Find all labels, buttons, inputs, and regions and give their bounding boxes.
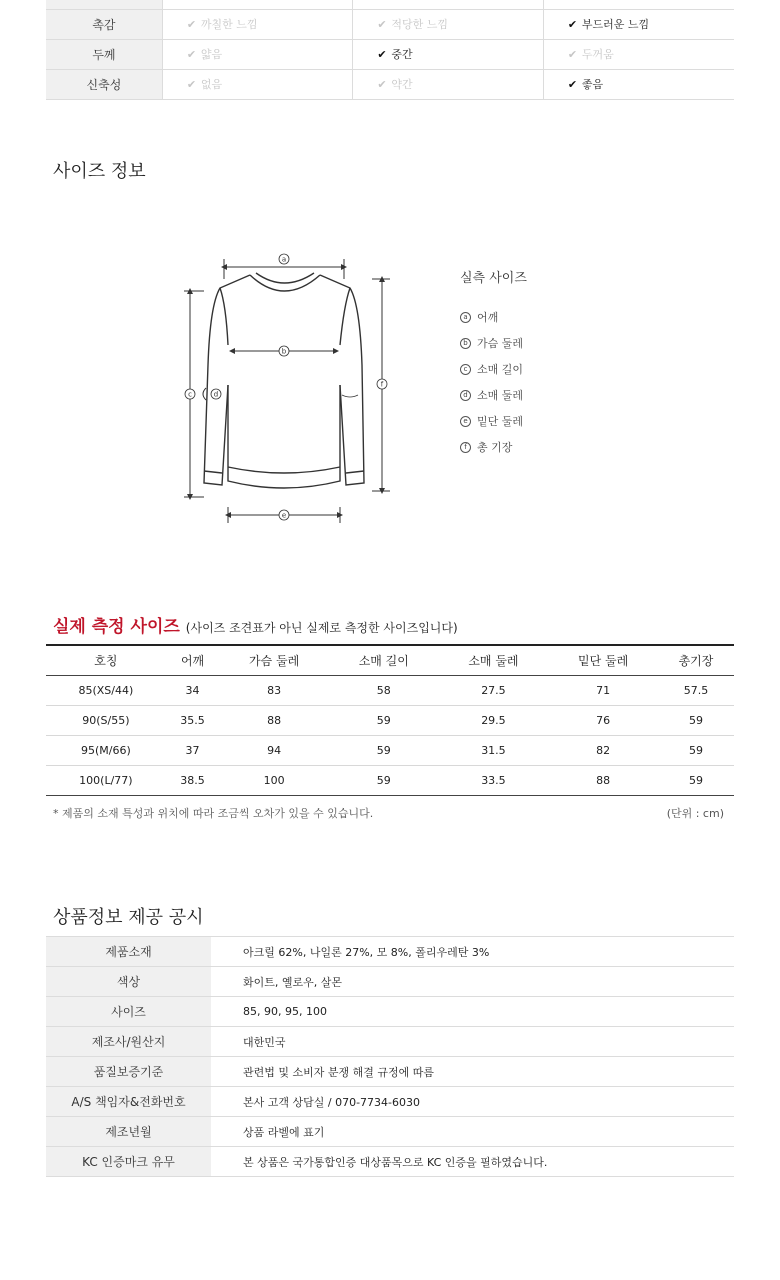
table-row xyxy=(46,675,734,705)
attribute-label: 신축성 xyxy=(46,69,162,99)
check-icon: ✔ xyxy=(567,18,578,31)
table-cell: 35.5 xyxy=(166,705,220,735)
measurement-note: * 제품의 소재 특성과 위치에 따라 조금씩 오차가 있을 수 있습니다. xyxy=(53,807,374,820)
marker-icon: d xyxy=(460,390,471,401)
column-header: 호칭 xyxy=(46,645,166,675)
info-key: 제품소재 xyxy=(46,937,211,967)
marker-icon: b xyxy=(460,338,471,349)
fabric-attribute-table xyxy=(46,0,734,100)
table-cell: 76 xyxy=(548,705,658,735)
table-cell: 85(XS/44) xyxy=(46,675,166,705)
legend-label: 총 기장 xyxy=(477,441,513,454)
table-row xyxy=(46,735,734,765)
legend-label: 어깨 xyxy=(477,311,499,324)
info-value: 상품 라벨에 표기 xyxy=(211,1117,734,1147)
legend-label: 소매 둘레 xyxy=(477,389,524,402)
check-icon: ✔ xyxy=(186,78,197,91)
attribute-option xyxy=(162,9,353,39)
info-row xyxy=(46,1147,734,1177)
table-header-row xyxy=(46,645,734,675)
info-value: 관련법 및 소비자 분쟁 해결 규정에 따름 xyxy=(211,1057,734,1087)
info-row xyxy=(46,1117,734,1147)
column-header: 소매 둘레 xyxy=(439,645,549,675)
attribute-row-stretch xyxy=(46,69,734,99)
legend-item-sleeve-width xyxy=(460,382,527,408)
info-key: A/S 책임자&전화번호 xyxy=(46,1087,211,1117)
option-text: 부드러운 느낌 xyxy=(581,18,650,31)
table-cell: 58 xyxy=(329,675,439,705)
table-cell: 29.5 xyxy=(439,705,549,735)
check-icon: ✔ xyxy=(186,18,197,31)
attribute-label xyxy=(46,0,162,9)
size-legend xyxy=(460,267,527,460)
marker-icon: f xyxy=(460,442,471,453)
table-cell: 59 xyxy=(329,765,439,795)
attribute-option-selected xyxy=(543,69,734,99)
info-value: 85, 90, 95, 100 xyxy=(211,997,734,1027)
table-cell: 100 xyxy=(219,765,329,795)
marker-a: a xyxy=(281,255,287,264)
legend-item-chest xyxy=(460,330,527,356)
info-value: 아크릴 62%, 나일론 27%, 모 8%, 폴리우레탄 3% xyxy=(211,937,734,967)
table-cell: 82 xyxy=(548,735,658,765)
attribute-row xyxy=(46,0,734,9)
legend-item-shoulder xyxy=(460,304,527,330)
option-text: 얇음 xyxy=(200,48,223,61)
table-row xyxy=(46,705,734,735)
info-key: KC 인증마크 유무 xyxy=(46,1147,211,1177)
legend-item-total-length xyxy=(460,434,527,460)
check-icon: ✔ xyxy=(186,48,197,61)
table-cell: 90(S/55) xyxy=(46,705,166,735)
option-text: 두꺼움 xyxy=(581,48,614,61)
info-key: 품질보증기준 xyxy=(46,1057,211,1087)
marker-f: f xyxy=(380,380,384,389)
check-icon: ✔ xyxy=(567,48,578,61)
measured-size-title: 실제 측정 사이즈 xyxy=(53,617,180,637)
table-cell: 57.5 xyxy=(658,675,734,705)
table-cell: 59 xyxy=(329,735,439,765)
info-key: 사이즈 xyxy=(46,997,211,1027)
attribute-option xyxy=(353,0,544,9)
attribute-option-selected xyxy=(543,9,734,39)
table-cell: 71 xyxy=(548,675,658,705)
column-header: 밑단 둘레 xyxy=(548,645,658,675)
table-cell: 59 xyxy=(658,765,734,795)
attribute-option xyxy=(353,69,544,99)
option-text: 적당한 느낌 xyxy=(391,18,449,31)
legend-title: 실측 사이즈 xyxy=(460,271,527,286)
table-cell: 100(L/77) xyxy=(46,765,166,795)
option-text: 까칠한 느낌 xyxy=(200,18,258,31)
table-cell: 95(M/66) xyxy=(46,735,166,765)
table-row xyxy=(46,765,734,795)
legend-item-hem xyxy=(460,408,527,434)
option-text: 좋음 xyxy=(581,78,604,91)
check-icon: ✔ xyxy=(377,78,387,91)
info-row xyxy=(46,967,734,997)
info-row xyxy=(46,937,734,967)
info-key: 제조년월 xyxy=(46,1117,211,1147)
attribute-option xyxy=(162,39,353,69)
table-cell: 31.5 xyxy=(439,735,549,765)
attribute-option xyxy=(543,0,734,9)
option-text: 약간 xyxy=(391,78,413,91)
marker-icon: c xyxy=(460,364,471,375)
check-icon: ✔ xyxy=(567,78,578,91)
info-key: 색상 xyxy=(46,967,211,997)
column-header: 가슴 둘레 xyxy=(219,645,329,675)
table-cell: 37 xyxy=(166,735,220,765)
check-icon: ✔ xyxy=(377,48,387,61)
column-header: 총기장 xyxy=(658,645,734,675)
info-row xyxy=(46,1027,734,1057)
info-row xyxy=(46,997,734,1027)
legend-label: 가슴 둘레 xyxy=(477,337,524,350)
table-cell: 94 xyxy=(219,735,329,765)
size-info-title: 사이즈 정보 xyxy=(53,161,146,182)
legend-item-sleeve-length xyxy=(460,356,527,382)
info-value: 대한민국 xyxy=(211,1027,734,1057)
table-cell: 83 xyxy=(219,675,329,705)
info-row xyxy=(46,1057,734,1087)
table-cell: 59 xyxy=(658,705,734,735)
info-value: 본사 고객 상담실 / 070-7734-6030 xyxy=(211,1087,734,1117)
info-value: 화이트, 옐로우, 살몬 xyxy=(211,967,734,997)
measured-size-heading xyxy=(53,612,458,637)
product-info-table xyxy=(46,936,734,1177)
attribute-label: 촉감 xyxy=(46,9,162,39)
attribute-option xyxy=(162,0,353,9)
column-header: 어깨 xyxy=(166,645,220,675)
legend-label: 소매 길이 xyxy=(477,363,524,376)
sweater-outline xyxy=(204,273,364,488)
table-cell: 88 xyxy=(548,765,658,795)
table-cell: 34 xyxy=(166,675,220,705)
attribute-row-thickness xyxy=(46,39,734,69)
attribute-label: 두께 xyxy=(46,39,162,69)
table-cell: 59 xyxy=(658,735,734,765)
attribute-option xyxy=(353,9,544,39)
marker-icon: e xyxy=(460,416,471,427)
marker-icon: a xyxy=(460,312,471,323)
attribute-row-touch xyxy=(46,9,734,39)
sweater-size-diagram xyxy=(170,245,410,525)
check-icon: ✔ xyxy=(377,18,387,31)
info-key: 제조사/원산지 xyxy=(46,1027,211,1057)
marker-c: c xyxy=(188,390,192,399)
marker-d: d xyxy=(213,390,219,399)
attribute-option xyxy=(162,69,353,99)
legend-label: 밑단 둘레 xyxy=(477,415,524,428)
table-cell: 33.5 xyxy=(439,765,549,795)
measured-size-subtitle: (사이즈 조견표가 아닌 실제로 측정한 사이즈입니다) xyxy=(185,621,458,635)
marker-e: e xyxy=(281,511,287,520)
table-cell: 27.5 xyxy=(439,675,549,705)
product-info-title: 상품정보 제공 공시 xyxy=(53,907,204,928)
info-row xyxy=(46,1087,734,1117)
table-cell: 59 xyxy=(329,705,439,735)
marker-b: b xyxy=(281,347,287,356)
attribute-option-selected xyxy=(353,39,544,69)
unit-label: (단위 : cm) xyxy=(666,807,724,820)
table-cell: 38.5 xyxy=(166,765,220,795)
attribute-option xyxy=(543,39,734,69)
column-header: 소매 길이 xyxy=(329,645,439,675)
measured-size-table xyxy=(46,644,734,796)
option-text: 없음 xyxy=(200,78,223,91)
option-text: 중간 xyxy=(391,48,413,61)
info-value: 본 상품은 국가통합인증 대상품목으로 KC 인증을 필하였습니다. xyxy=(211,1147,734,1177)
table-cell: 88 xyxy=(219,705,329,735)
